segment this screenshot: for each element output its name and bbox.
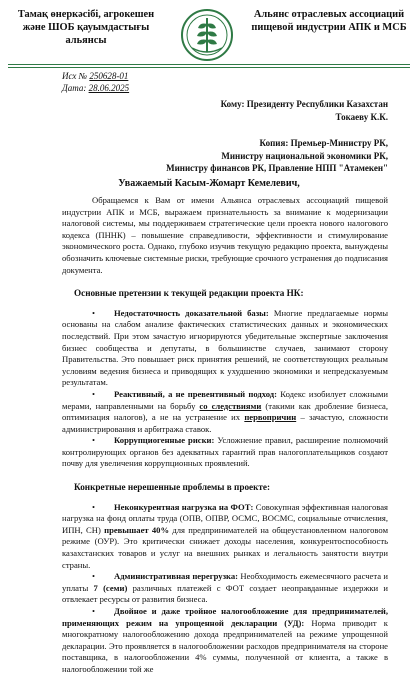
org-name-kazakh: Тамақ өнеркәсібі, агрокешен және ШОБ қауымдастығы альянсы (17, 9, 155, 46)
claim-item: • Недостаточность доказательной базы: Многие предлагаемые нормы основаны на слабом анализе фактических статистических данных и экономических последствий. При этом зачастую игнорируются убедительные экспертные заключения бизнес сообщества и депутаты, в большинстве случаев, занимают сторону Правительства. Это повышает риск принятия решений, не соответствующих реальным условиям ведения бизнеса и приводящих к ухудшению экономики и непредсказуемым результатам. (62, 307, 388, 388)
recipient-block: Кому: Президенту Республики Казахстан Токаеву К.К. (220, 99, 388, 122)
bullet-icon: • (92, 435, 96, 446)
section-title-claims: Основные претензии к текущей редакции проекта НК: (74, 288, 304, 299)
reference-number: Исх № 250628-01 (62, 71, 129, 81)
claim-item: • Реактивный, а не превентивный подход: Кодекс изобилует сложными мерами, направленными на борьбу со следствиями (такими как дробление бизнеса, оптимизация налогов), а не на устранение их первопричин – зачастую, сложности администрирования и арбитража ставок. (62, 388, 389, 434)
document-date: Дата: 28.06.2025 (62, 83, 130, 93)
salutation: Уважаемый Касым-Жомарт Кемелевич, (118, 178, 300, 189)
claim-item: • Коррупциогенные риски: Усложнение правил, расширение полномочий контролирующих органов без адекватных гарантий прав налогоплательщиков создают почву для увеличения коррупционных проявлений. (62, 435, 388, 469)
problem-item: • Административная перегрузка: Необходимость ежемесячного расчета и уплаты 7 (семи) различных платежей с ФОТ создает неоправданные издержки и отвлекает ресурсы от развития бизнеса. (62, 571, 389, 605)
bullet-icon: • (92, 388, 96, 399)
header-divider-thin (8, 67, 410, 68)
bullet-icon: • (92, 501, 96, 512)
letterhead (0, 6, 418, 62)
wheat-globe-emblem-icon (180, 8, 234, 62)
problem-item: • Двойное и даже тройное налогообложение для предпринимателей, применяющих режим на упрощенной декларации (УД): Норма приводит к многократному налогообложению дохода предпринимателей на режиме упрощенной декларации. Это проявляется в налогообложении расходов предпринимателя на стороне поставщика, в налогообложении 4% суммы, полученной от клиента, а также в налогообложении той же (62, 606, 388, 674)
org-name-russian: Альянс отраслевых ассоциаций пищевой индустрии АПК и МСБ (251, 9, 407, 33)
header-divider (8, 64, 410, 65)
section-title-problems: Конкретные нерешенные проблемы в проекте: (74, 482, 271, 493)
bullet-icon: • (92, 606, 96, 616)
copies-block: Копия: Премьер-Министру РК, Министру национальной экономики РК, Министру финансов РК, Правление НПП "Атамекен" (166, 138, 388, 173)
document-meta (62, 70, 129, 94)
bullet-icon: • (92, 307, 96, 318)
intro-paragraph: Обращаемся к Вам от имени Альянса отраслевых ассоциаций пищевой индустрии АПК и МСБ, выражаем признательность за внимание к модернизации налоговой системы, мы поддерживаем стратегические цели проекта нового налогового кодекса (ПННК) – повышение справедливости, эффективности и стимулирование экономического роста. Однако, глубоко изучив текущую редакцию проекта, вынуждены обозначить ключевые системные риски, требующие срочного устранения до подписания документа. (62, 195, 388, 275)
letter-body (62, 195, 388, 676)
problem-item: • Неконкурентная нагрузка на ФОТ: Совокупная эффективная налоговая нагрузка на фонд оплаты труда (ОПВ, ОПВР, ОСМС, ВОСМС, социальные отчисления, ИПН, СН) превышает 40% для предпринимателей на общеустановленном налоговом режиме (ОУР). Это критически снижает доходы населения, конкурентоспособность казахстанских товаров и услуг на внешних рынках и легальность занятости внутри страны. (62, 501, 389, 570)
bullet-icon: • (92, 571, 96, 582)
